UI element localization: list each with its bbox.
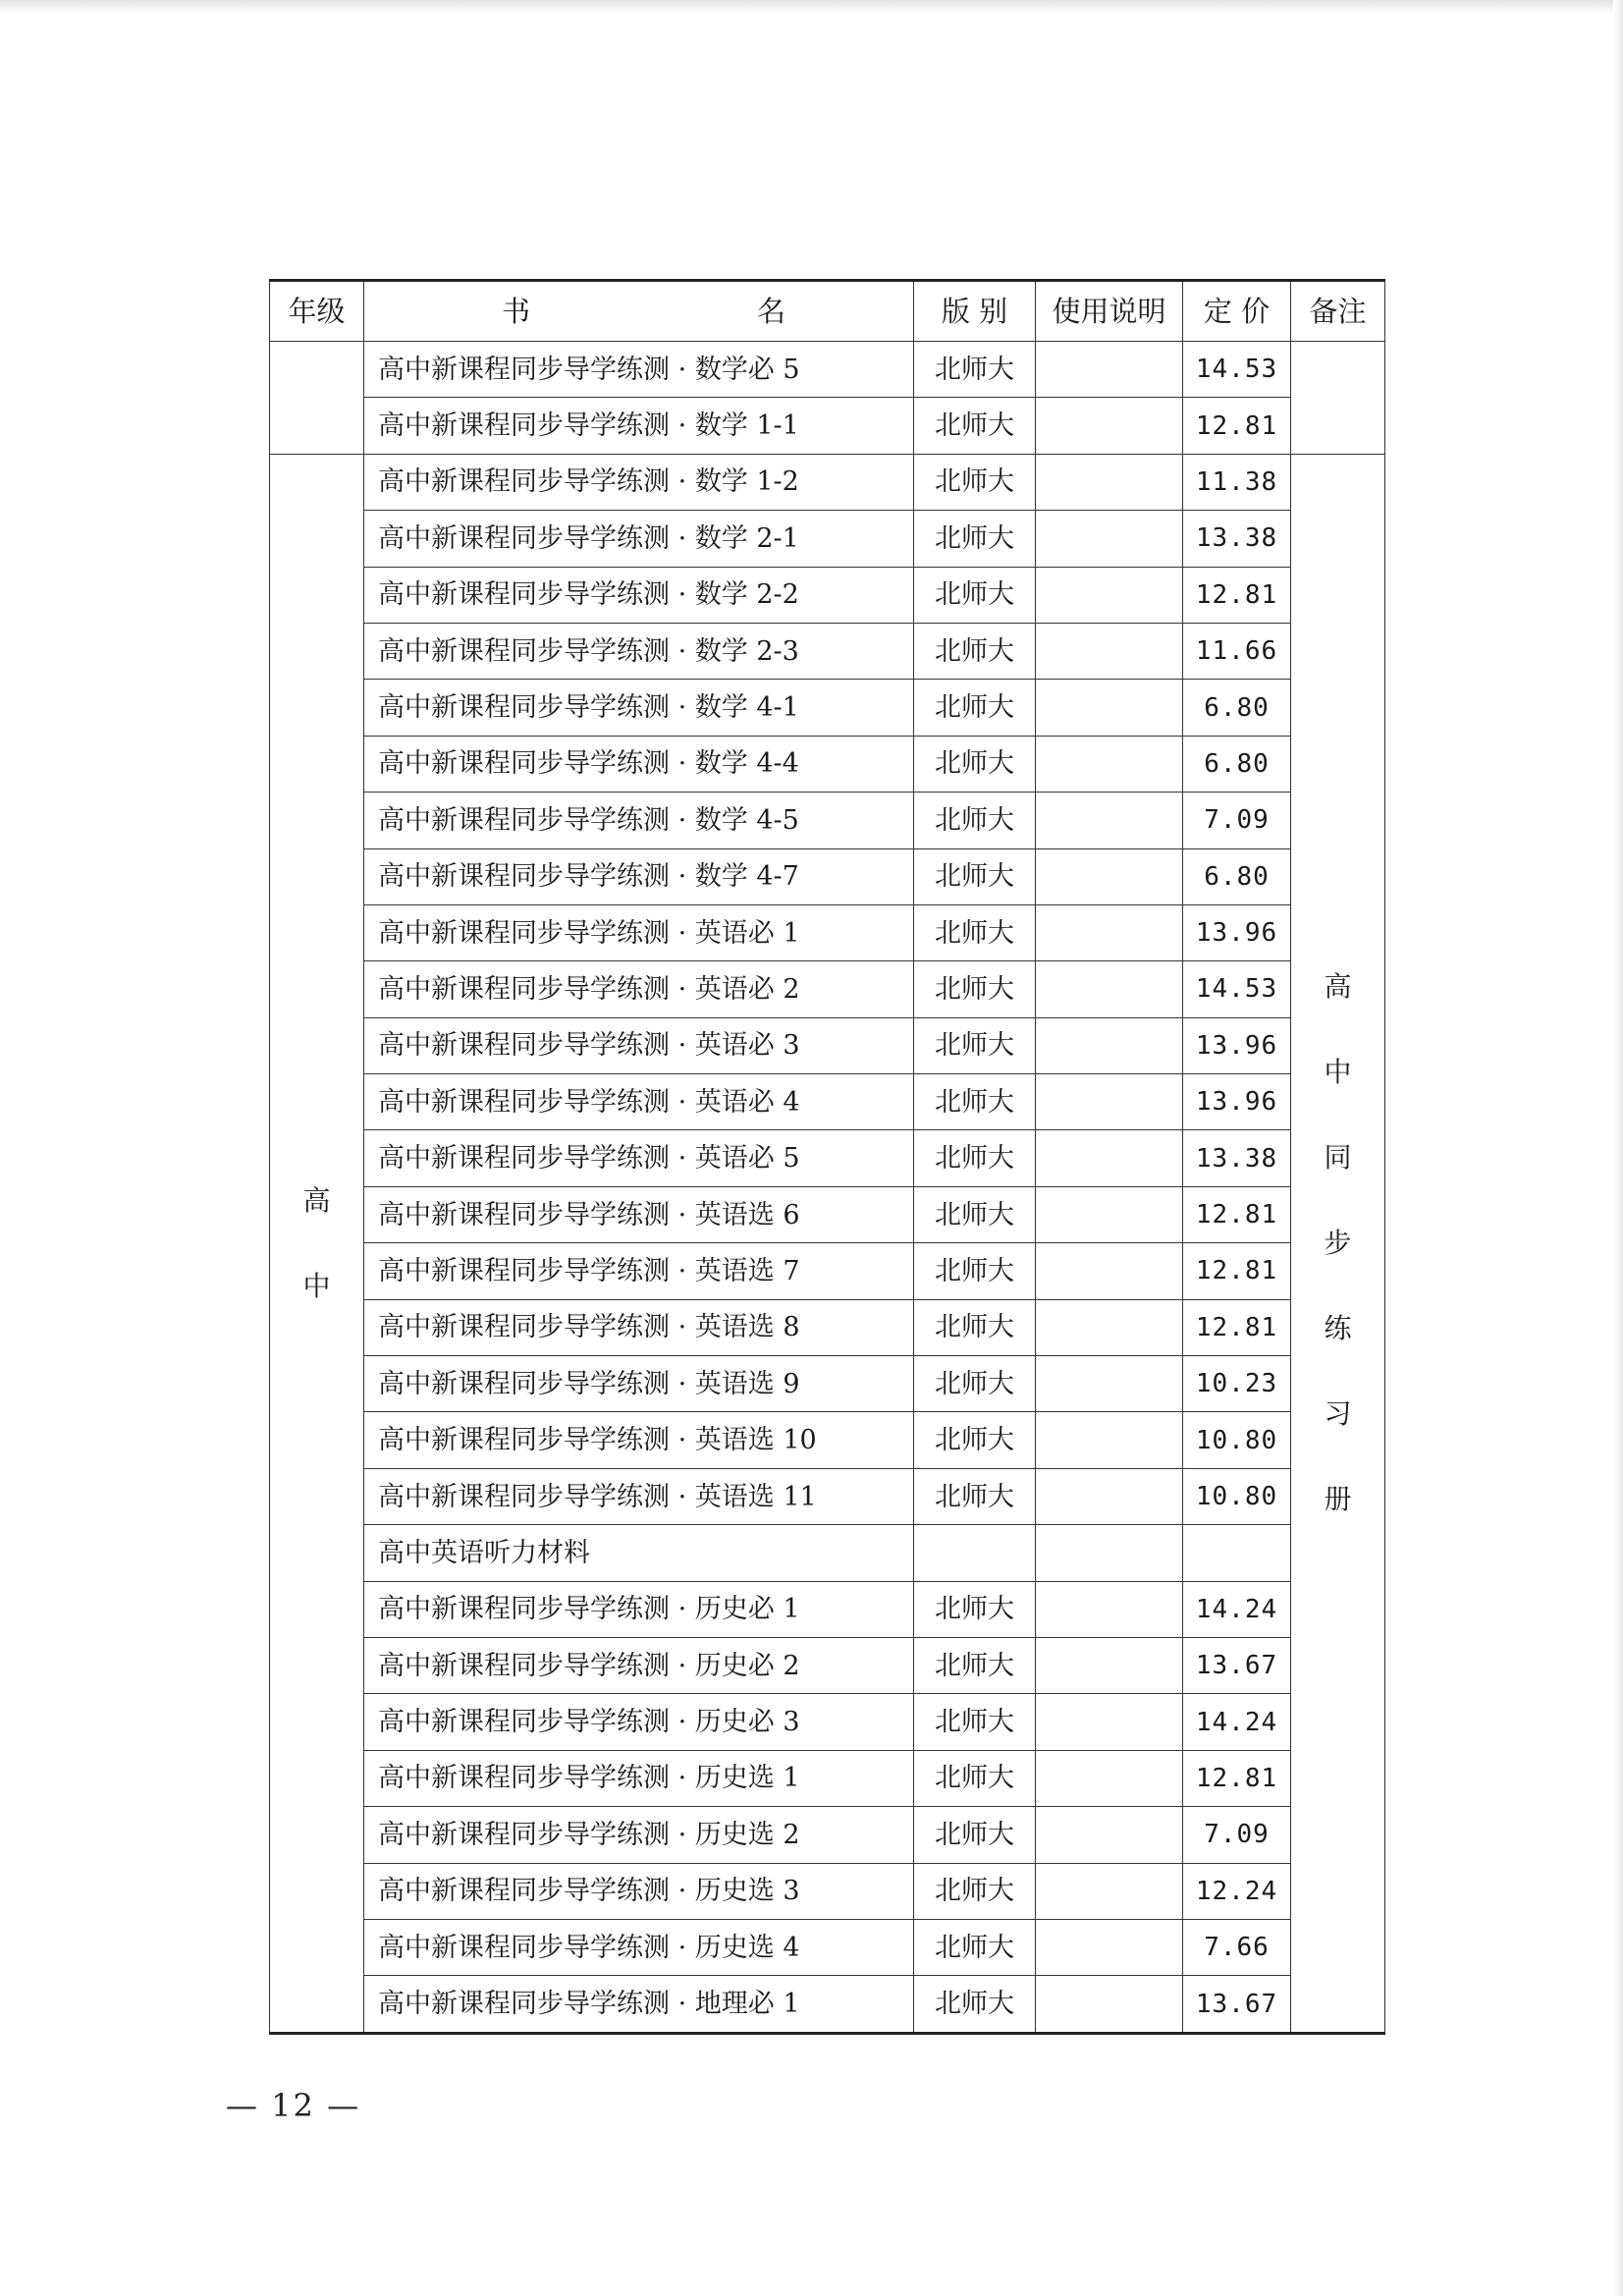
book-title-cell: 高中新课程同步导学练测 · 数学 1-1 (364, 398, 914, 454)
table-row (270, 1130, 1385, 1186)
book-title-cell: 高中新课程同步导学练测 · 英语必 2 (364, 961, 914, 1017)
usage-cell (1036, 1468, 1183, 1524)
edition-cell: 北师大 (914, 567, 1036, 623)
price-cell: 13.38 (1183, 511, 1291, 567)
usage-cell (1036, 904, 1183, 960)
remark-label: 高中同步练习册 (1324, 970, 1352, 1516)
edition-cell: 北师大 (914, 736, 1036, 792)
book-title-cell: 高中新课程同步导学练测 · 数学 4-1 (364, 680, 914, 736)
book-title-cell: 高中新课程同步导学练测 · 地理必 1 (364, 1976, 914, 2033)
usage-cell (1036, 1637, 1183, 1693)
book-title-cell: 高中新课程同步导学练测 · 英语选 10 (364, 1412, 914, 1468)
table-row (270, 398, 1385, 454)
table-row (270, 1807, 1385, 1863)
usage-cell (1036, 961, 1183, 1017)
edition-cell: 北师大 (914, 793, 1036, 848)
table-row (270, 623, 1385, 679)
usage-cell (1036, 1130, 1183, 1186)
table-row (270, 1525, 1385, 1581)
book-title-cell: 高中新课程同步导学练测 · 数学 4-4 (364, 736, 914, 792)
book-title-cell: 高中新课程同步导学练测 · 历史必 1 (364, 1581, 914, 1637)
book-title-cell: 高中新课程同步导学练测 · 历史选 3 (364, 1863, 914, 1919)
table-row (270, 1074, 1385, 1130)
price-cell: 10.80 (1183, 1468, 1291, 1524)
table-row (270, 1694, 1385, 1750)
price-cell: 7.66 (1183, 1919, 1291, 1975)
book-title-cell: 高中新课程同步导学练测 · 英语选 6 (364, 1186, 914, 1242)
table-row (270, 793, 1385, 848)
edition-cell: 北师大 (914, 1299, 1036, 1355)
price-cell: 11.66 (1183, 623, 1291, 679)
price-cell: 6.80 (1183, 736, 1291, 792)
usage-cell (1036, 1186, 1183, 1242)
edition-cell: 北师大 (914, 1074, 1036, 1130)
table-row (270, 1186, 1385, 1242)
price-cell: 10.23 (1183, 1356, 1291, 1412)
book-title-cell: 高中新课程同步导学练测 · 英语必 4 (364, 1074, 914, 1130)
usage-cell (1036, 567, 1183, 623)
book-title-cell: 高中新课程同步导学练测 · 数学 4-5 (364, 793, 914, 848)
page-number: — 12 — (226, 2087, 361, 2124)
table-row (270, 1637, 1385, 1693)
book-title-cell: 高中新课程同步导学练测 · 历史选 2 (364, 1807, 914, 1863)
book-title-cell: 高中英语听力材料 (364, 1525, 914, 1581)
usage-cell (1036, 1863, 1183, 1919)
book-title-cell: 高中新课程同步导学练测 · 英语必 5 (364, 1130, 914, 1186)
price-cell: 13.96 (1183, 904, 1291, 960)
usage-cell (1036, 680, 1183, 736)
grade-label: 高中 (302, 1183, 331, 1302)
book-title-cell: 高中新课程同步导学练测 · 历史选 1 (364, 1750, 914, 1806)
price-cell: 14.24 (1183, 1694, 1291, 1750)
table-row (270, 736, 1385, 792)
table-row (270, 1750, 1385, 1806)
book-title-cell: 高中新课程同步导学练测 · 数学 2-1 (364, 511, 914, 567)
usage-cell (1036, 1017, 1183, 1073)
usage-cell (1036, 1525, 1183, 1581)
price-cell: 6.80 (1183, 848, 1291, 904)
usage-cell (1036, 848, 1183, 904)
edition-cell (914, 1525, 1036, 1581)
table-row (270, 1863, 1385, 1919)
price-cell: 13.38 (1183, 1130, 1291, 1186)
price-cell: 14.24 (1183, 1581, 1291, 1637)
price-cell: 12.81 (1183, 1243, 1291, 1299)
edition-cell: 北师大 (914, 1412, 1036, 1468)
price-cell: 14.53 (1183, 961, 1291, 1017)
table-row (270, 1356, 1385, 1412)
edition-cell: 北师大 (914, 511, 1036, 567)
usage-cell (1036, 342, 1183, 398)
book-title-cell: 高中新课程同步导学练测 · 数学 2-2 (364, 567, 914, 623)
table-row (270, 1412, 1385, 1468)
book-title-cell: 高中新课程同步导学练测 · 英语选 7 (364, 1243, 914, 1299)
price-cell: 12.24 (1183, 1863, 1291, 1919)
usage-cell (1036, 1919, 1183, 1975)
edition-cell: 北师大 (914, 1807, 1036, 1863)
header-grade: 年级 (270, 281, 364, 342)
edition-cell: 北师大 (914, 1243, 1036, 1299)
price-cell: 13.67 (1183, 1976, 1291, 2033)
table-header-row (270, 281, 1385, 342)
table-row (270, 1581, 1385, 1637)
book-title-cell: 高中新课程同步导学练测 · 数学 1-2 (364, 454, 914, 510)
book-title-cell: 高中新课程同步导学练测 · 英语必 3 (364, 1017, 914, 1073)
table-row (270, 1299, 1385, 1355)
remark-cell-continued (1291, 342, 1385, 455)
usage-cell (1036, 793, 1183, 848)
remark-cell (1291, 454, 1385, 2033)
book-title-cell: 高中新课程同步导学练测 · 历史必 3 (364, 1694, 914, 1750)
price-cell: 11.38 (1183, 454, 1291, 510)
table-row (270, 961, 1385, 1017)
table-row (270, 848, 1385, 904)
scan-edge-top (0, 0, 1623, 14)
book-title-cell: 高中新课程同步导学练测 · 英语选 11 (364, 1468, 914, 1524)
price-cell: 12.81 (1183, 398, 1291, 454)
edition-cell: 北师大 (914, 961, 1036, 1017)
price-cell: 12.81 (1183, 1186, 1291, 1242)
usage-cell (1036, 1750, 1183, 1806)
price-cell: 14.53 (1183, 342, 1291, 398)
edition-cell: 北师大 (914, 1581, 1036, 1637)
edition-cell: 北师大 (914, 1637, 1036, 1693)
book-title-cell: 高中新课程同步导学练测 · 历史必 2 (364, 1637, 914, 1693)
edition-cell: 北师大 (914, 342, 1036, 398)
book-title-cell: 高中新课程同步导学练测 · 英语必 1 (364, 904, 914, 960)
usage-cell (1036, 1299, 1183, 1355)
usage-cell (1036, 1694, 1183, 1750)
usage-cell (1036, 398, 1183, 454)
price-cell: 13.67 (1183, 1637, 1291, 1693)
edition-cell: 北师大 (914, 1468, 1036, 1524)
book-catalog-table (269, 279, 1385, 2035)
usage-cell (1036, 623, 1183, 679)
usage-cell (1036, 1807, 1183, 1863)
edition-cell: 北师大 (914, 1186, 1036, 1242)
header-remark: 备注 (1291, 281, 1385, 342)
edition-cell: 北师大 (914, 904, 1036, 960)
price-cell: 13.96 (1183, 1017, 1291, 1073)
table-row (270, 1919, 1385, 1975)
price-cell: 12.81 (1183, 567, 1291, 623)
usage-cell (1036, 511, 1183, 567)
book-title-cell: 高中新课程同步导学练测 · 英语选 8 (364, 1299, 914, 1355)
table-row (270, 1468, 1385, 1524)
edition-cell: 北师大 (914, 680, 1036, 736)
price-cell: 10.80 (1183, 1412, 1291, 1468)
edition-cell: 北师大 (914, 1130, 1036, 1186)
book-title-cell: 高中新课程同步导学练测 · 数学 4-7 (364, 848, 914, 904)
edition-cell: 北师大 (914, 1694, 1036, 1750)
usage-cell (1036, 1581, 1183, 1637)
table-row (270, 342, 1385, 398)
edition-cell: 北师大 (914, 398, 1036, 454)
price-cell (1183, 1525, 1291, 1581)
grade-cell-continued (270, 342, 364, 455)
edition-cell: 北师大 (914, 454, 1036, 510)
header-price: 定 价 (1183, 281, 1291, 342)
usage-cell (1036, 1976, 1183, 2033)
price-cell: 6.80 (1183, 680, 1291, 736)
edition-cell: 北师大 (914, 1356, 1036, 1412)
grade-cell (270, 454, 364, 2033)
table-row (270, 904, 1385, 960)
header-title: 书 名 (364, 281, 914, 342)
table-row (270, 511, 1385, 567)
price-cell: 13.96 (1183, 1074, 1291, 1130)
edition-cell: 北师大 (914, 623, 1036, 679)
usage-cell (1036, 1412, 1183, 1468)
table-row (270, 1243, 1385, 1299)
usage-cell (1036, 454, 1183, 510)
table-row (270, 1976, 1385, 2033)
usage-cell (1036, 1074, 1183, 1130)
edition-cell: 北师大 (914, 1863, 1036, 1919)
edition-cell: 北师大 (914, 848, 1036, 904)
usage-cell (1036, 1356, 1183, 1412)
edition-cell: 北师大 (914, 1919, 1036, 1975)
table-row (270, 1017, 1385, 1073)
table-row (270, 454, 1385, 510)
table-row (270, 680, 1385, 736)
usage-cell (1036, 736, 1183, 792)
header-usage: 使用说明 (1036, 281, 1183, 342)
book-title-cell: 高中新课程同步导学练测 · 历史选 4 (364, 1919, 914, 1975)
table-body (270, 342, 1385, 2034)
scan-edge-right (1613, 0, 1623, 2296)
book-title-cell: 高中新课程同步导学练测 · 数学 2-3 (364, 623, 914, 679)
edition-cell: 北师大 (914, 1017, 1036, 1073)
edition-cell: 北师大 (914, 1976, 1036, 2033)
book-title-cell: 高中新课程同步导学练测 · 数学必 5 (364, 342, 914, 398)
price-cell: 7.09 (1183, 1807, 1291, 1863)
header-edition: 版 别 (914, 281, 1036, 342)
price-cell: 12.81 (1183, 1299, 1291, 1355)
edition-cell: 北师大 (914, 1750, 1036, 1806)
usage-cell (1036, 1243, 1183, 1299)
price-cell: 7.09 (1183, 793, 1291, 848)
price-cell: 12.81 (1183, 1750, 1291, 1806)
table-row (270, 567, 1385, 623)
book-title-cell: 高中新课程同步导学练测 · 英语选 9 (364, 1356, 914, 1412)
